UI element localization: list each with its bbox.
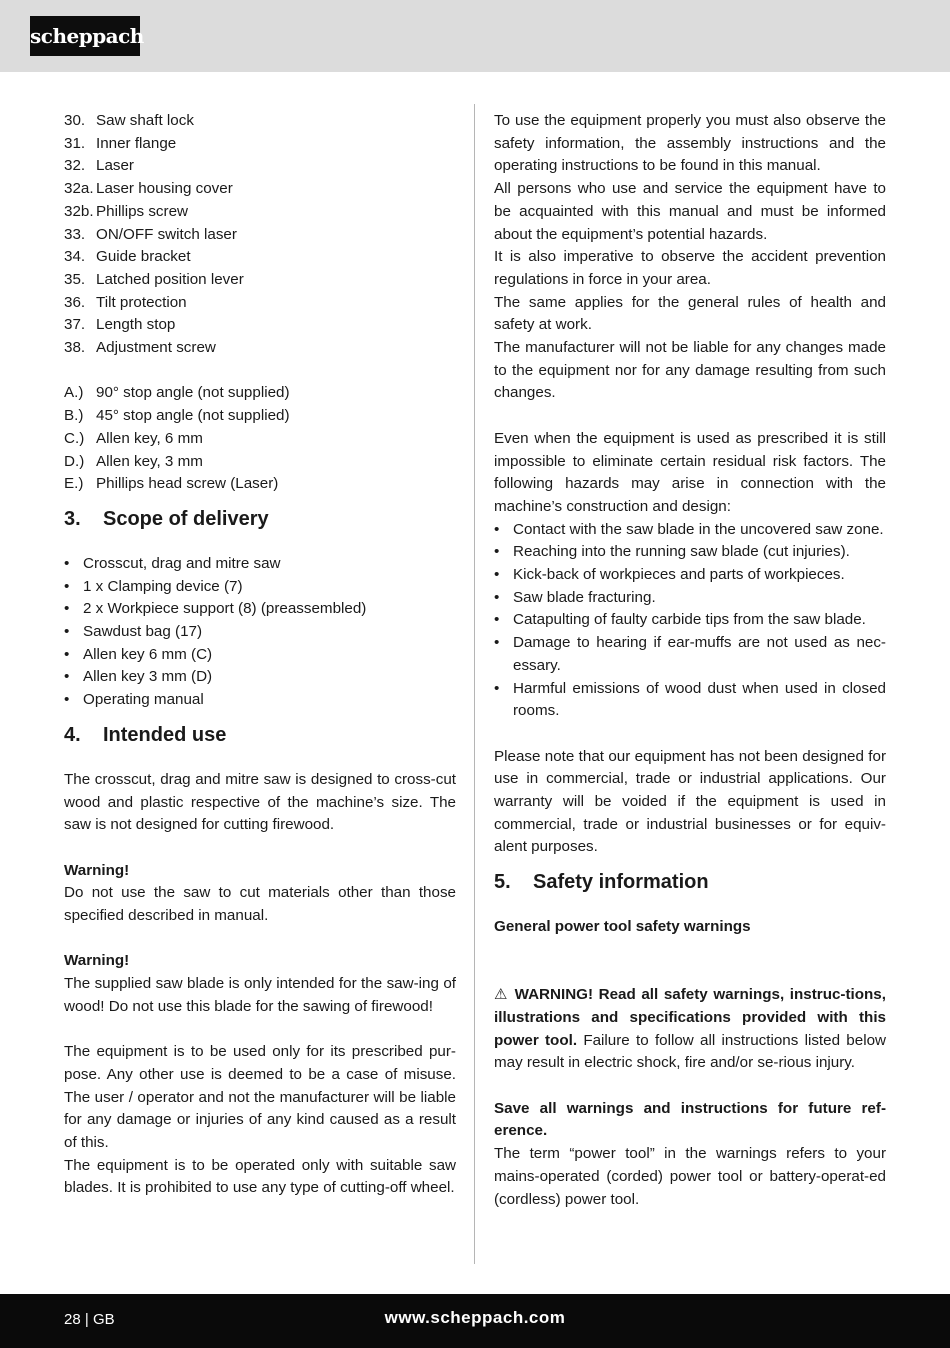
warning-text: The supplied saw blade is only intended for the saw-ing of wood! Do not use this blade for the sawing of firewood! [64, 975, 456, 1015]
list-item: • Reaching into the running saw blade (cut injuries). [494, 541, 886, 564]
intended-use-intro: The crosscut, drag and mitre saw is designed to cross-cut wood and plastic respective of the machine’s size. The saw is not designed for cutting firewood. [64, 770, 456, 834]
section-heading-intended-use: 4. Intended use [64, 723, 227, 746]
scope-list [64, 553, 456, 712]
list-item: • Kick-back of workpieces and parts of workpieces. [494, 564, 886, 587]
paragraph: All persons who use and service the equipment have to be acquainted with this manual and must be informed about the equipment’s potential hazards. [494, 180, 886, 243]
warning-label: Warning! [64, 861, 130, 879]
list-item: • Sawdust bag (17) [64, 621, 456, 644]
list-item: • Allen key 6 mm (C) [64, 644, 456, 667]
left-column [64, 110, 456, 1200]
scheppach-logo: scheppach [30, 16, 140, 56]
footer-url: www.scheppach.com [384, 1308, 566, 1327]
list-item: • Allen key 3 mm (D) [64, 666, 456, 689]
list-item: C.) Allen key, 6 mm [64, 429, 203, 447]
list-item: 32b. Phillips screw [64, 202, 188, 220]
parts-list [64, 110, 456, 360]
list-item: 35. Latched position lever [64, 270, 244, 288]
paragraph: It is also imperative to observe the accident prevention regulations in force in your area. [494, 248, 886, 288]
column-divider [474, 104, 475, 1264]
list-item: A.) 90° stop angle (not supplied) [64, 384, 290, 402]
accessories-list [64, 382, 456, 496]
list-item: • Damage to hearing if ear-muffs are not used as nec-essary. [494, 632, 886, 677]
warning-text: Do not use the saw to cut materials other than those specified described in manual. [64, 884, 456, 925]
section-heading-scope: 3. Scope of delivery [64, 507, 269, 530]
safety-subtitle: General power tool safety warnings [494, 918, 751, 936]
paragraph: The manufacturer will not be liable for any changes made to the equipment nor for any damage resulting from such changes. [494, 339, 886, 402]
paragraph: Please note that our equipment has not been designed for use in commercial, trade or industrial applications. Our warranty will be voided if the equipment is used in commercial, trade or industrial businesses or for equiv-alent purposes. [494, 747, 886, 856]
list-item: 32a. Laser housing cover [64, 180, 233, 198]
list-item: 34. Guide bracket [64, 248, 191, 266]
list-item: 30. Saw shaft lock [64, 112, 194, 129]
paragraph: The equipment is to be operated only with suitable saw blades. It is prohibited to use any type of cutting-off wheel. [64, 1156, 456, 1197]
paragraph: The same applies for the general rules of health and safety at work. [494, 293, 886, 334]
page-header [0, 0, 950, 72]
paragraph: The term “power tool” in the warnings refers to your mains-operated (corded) power tool or battery-operat-ed (cordless) power tool. [494, 1145, 886, 1208]
list-item: D.) Allen key, 3 mm [64, 452, 203, 470]
list-item: 38. Adjustment screw [64, 339, 216, 357]
section-heading-safety: 5. Safety information [494, 871, 709, 894]
list-item: • Crosscut, drag and mitre saw [64, 553, 456, 576]
list-item: • Operating manual [64, 689, 456, 712]
page-number: 28 | GB [64, 1311, 115, 1328]
list-item: B.) 45° stop angle (not supplied) [64, 407, 290, 425]
page-footer [0, 1294, 950, 1348]
list-item: • Harmful emissions of wood dust when used in closed rooms. [494, 678, 886, 723]
list-item: 36. Tilt protection [64, 293, 187, 311]
paragraph: The equipment is to be used only for its prescribed pur-pose. Any other use is deemed to be a case of misuse. The user / operator and not the manufacturer will be liable for any damage or injuries of any kind caused as a result of this. [64, 1043, 456, 1152]
list-item: E.) Phillips head screw (Laser) [64, 475, 279, 493]
list-item: 31. Inner flange [64, 134, 177, 152]
save-warnings-note: Save all warnings and instructions for future ref-erence. [494, 1099, 886, 1140]
list-item: • Catapulting of faulty carbide tips from the saw blade. [494, 609, 886, 632]
paragraph: To use the equipment properly you must also observe the safety information, the assembly instructions and the operating instructions to be found in this manual. [494, 112, 886, 175]
list-item: • Contact with the saw blade in the uncovered saw zone. [494, 519, 886, 542]
paragraph: Even when the equipment is used as prescribed it is still impossible to eliminate certain residual risk factors. The following hazards may arise in connection with the machine’s construction and design: [494, 429, 886, 515]
list-item: • Saw blade fracturing. [494, 587, 886, 610]
warning-label: Warning! [64, 952, 130, 970]
list-item: 32. Laser [64, 157, 134, 175]
right-column [494, 110, 886, 1211]
list-item: 37. Length stop [64, 316, 176, 334]
list-item: • 1 x Clamping device (7) [64, 576, 456, 599]
list-item: • 2 x Workpiece support (8) (preassembled) [64, 598, 456, 621]
safety-warning: ⚠ WARNING! Read all safety warnings, instruc-tions, illustrations and specifications provided with this power tool. Failure to follow all instructions listed below may result in electric shock, fire and/or se-rious injury. [494, 986, 886, 1072]
hazards-list [494, 519, 886, 723]
warning-triangle-icon: ⚠ [494, 986, 509, 1004]
list-item: 33. ON/OFF switch laser [64, 225, 237, 243]
